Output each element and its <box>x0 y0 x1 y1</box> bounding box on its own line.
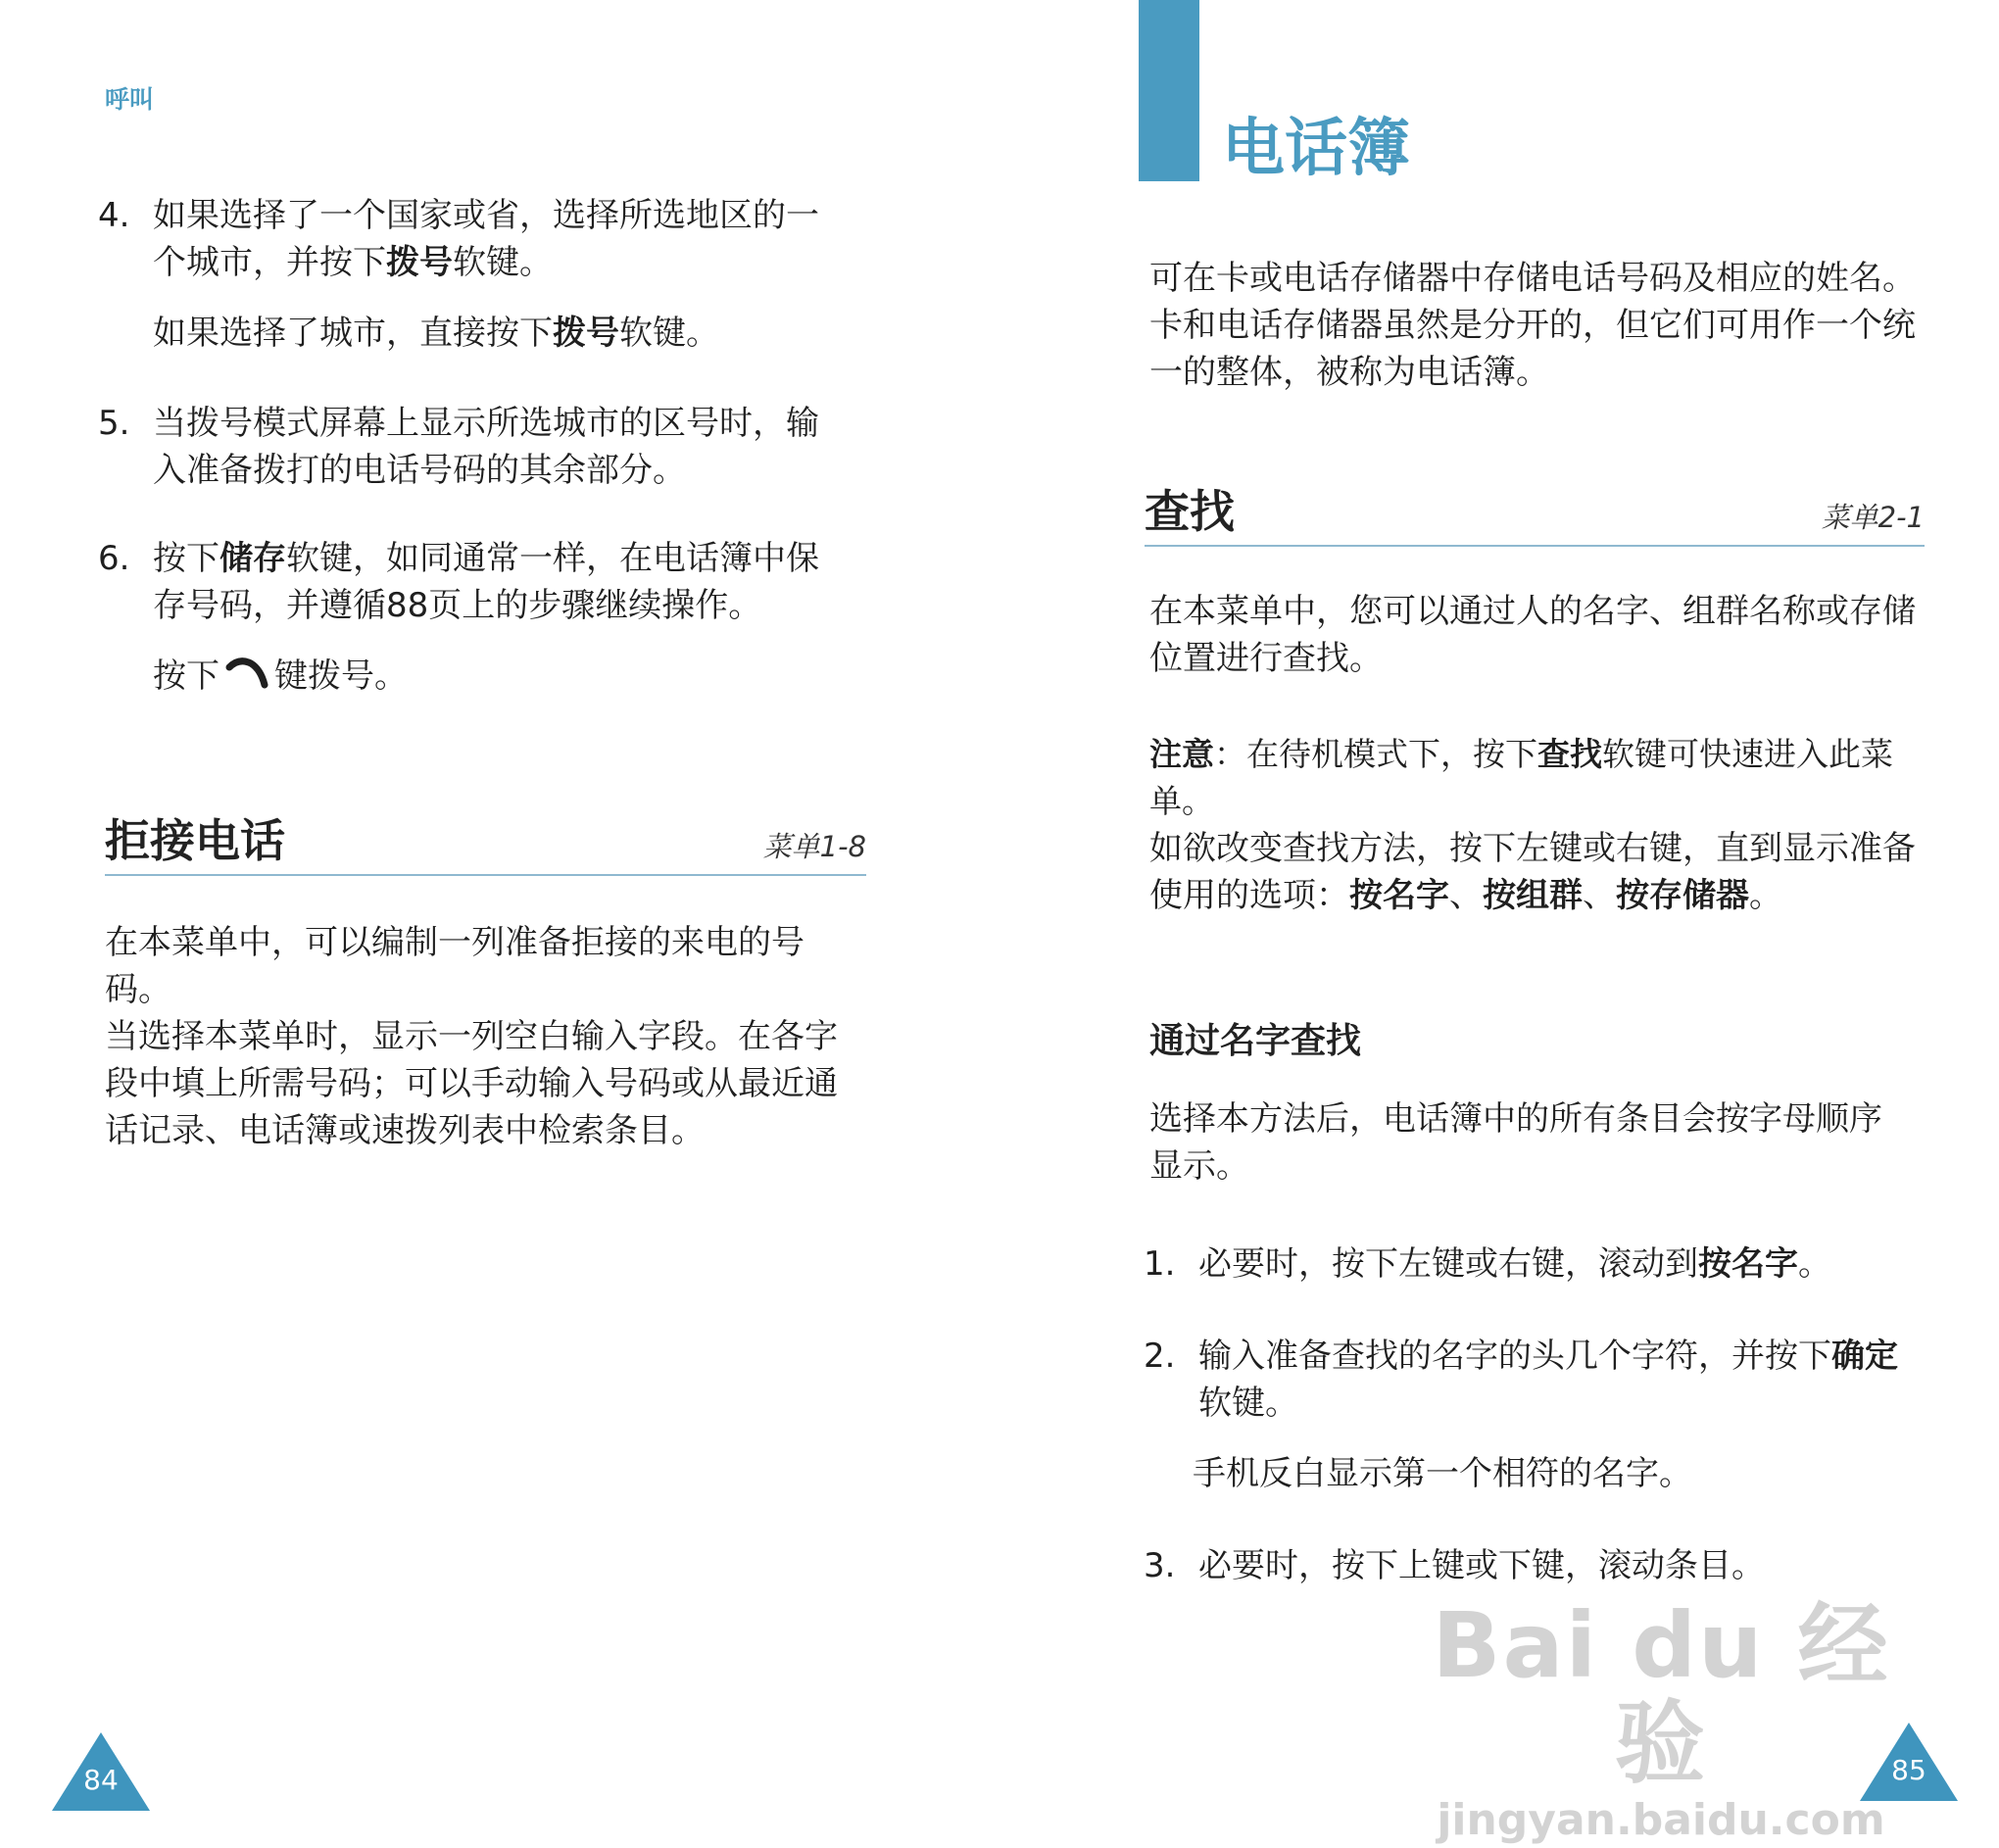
step-6-note: 按下 键拨号。 <box>153 653 843 702</box>
step-number: 3. <box>1144 1546 1176 1585</box>
right-page <box>1000 0 1999 1830</box>
watermark-url: jingyan.baidu.com <box>1437 1795 1885 1845</box>
section-header-reject <box>105 815 866 876</box>
page-number: 84 <box>83 1764 119 1796</box>
reject-para-1: 在本菜单中，可以编制一列准备拒接的来电的号码。 <box>105 923 804 1009</box>
left-page <box>0 0 1000 1830</box>
search-step-1: 1. 必要时，按下左键或右键，滚动到按名字。 <box>1144 1240 1927 1288</box>
step-number: 1. <box>1144 1244 1176 1284</box>
step-number: 2. <box>1144 1337 1176 1376</box>
watermark-logo: Bai du 经验 <box>1432 1593 1890 1796</box>
search-para-1: 在本菜单中，您可以通过人的名字、组群名称或存储位置进行查找。 <box>1149 592 1916 678</box>
subsection-title: 通过名字查找 <box>1149 1021 1362 1061</box>
step-6: 6. 按下储存软键，如同通常一样，在电话簿中保存号码，并遵循88页上的步骤继续操作。 按下 键拨号。 <box>98 535 843 702</box>
search-note: 注意：在待机模式下，按下查找软键可快速进入此菜单。 <box>1149 735 1893 820</box>
section-title: 查找 <box>1145 485 1235 538</box>
menu-number: 菜单2-1 <box>1821 501 1925 534</box>
step-number: 4. <box>98 196 130 235</box>
running-head: 呼叫 <box>105 85 155 114</box>
subsection-para: 选择本方法后，电话簿中的所有条目会按字母顺序显示。 <box>1149 1099 1882 1186</box>
step-number: 6. <box>98 539 130 578</box>
note-label: 注意 <box>1149 735 1214 773</box>
step-5: 5. 当拨号模式屏幕上显示所选城市的区号时，输入准备拨打的电话号码的其余部分。 <box>98 400 843 494</box>
step-4: 4. 如果选择了一个国家或省，选择所选地区的一个城市，并按下拨号软键。 如果选择了城市，直接按下拨号软键。 <box>98 192 843 357</box>
search-step-3: 3. 必要时，按下上键或下键，滚动条目。 <box>1144 1542 1927 1589</box>
baidu-watermark <box>1426 1593 1896 1848</box>
chapter-intro: 可在卡或电话存储器中存储电话号码及相应的姓名。卡和电话存储器虽然是分开的，但它们可用作一个统一的整体，被称为电话簿。 <box>1149 259 1916 392</box>
section-title: 拒接电话 <box>105 814 285 867</box>
page-number: 85 <box>1891 1754 1926 1786</box>
chapter-title: 电话簿 <box>1222 113 1410 185</box>
step-number: 5. <box>98 404 130 443</box>
search-step-2: 2. 输入准备查找的名字的头几个字符，并按下确定软键。 手机反白显示第一个相符的名字。 <box>1144 1333 1927 1497</box>
reject-para-2: 当选择本菜单时，显示一列空白输入字段。在各字段中填上所需号码；可以手动输入号码或从最近通话记录、电话簿或速拨列表中检索条目。 <box>105 1017 838 1150</box>
chapter-accent-bar <box>1139 0 1199 181</box>
menu-number: 菜单1-8 <box>762 830 866 863</box>
call-send-key-icon <box>225 655 268 702</box>
step-4-note: 如果选择了城市，直接按下拨号软键。 <box>153 314 719 353</box>
step-2-note: 手机反白显示第一个相符的名字。 <box>1193 1454 1692 1493</box>
search-para-3: 如欲改变查找方法，按下左键或右键，直到显示准备使用的选项：按名字、按组群、按存储器。 <box>1149 829 1916 915</box>
section-header-search <box>1145 486 1925 547</box>
